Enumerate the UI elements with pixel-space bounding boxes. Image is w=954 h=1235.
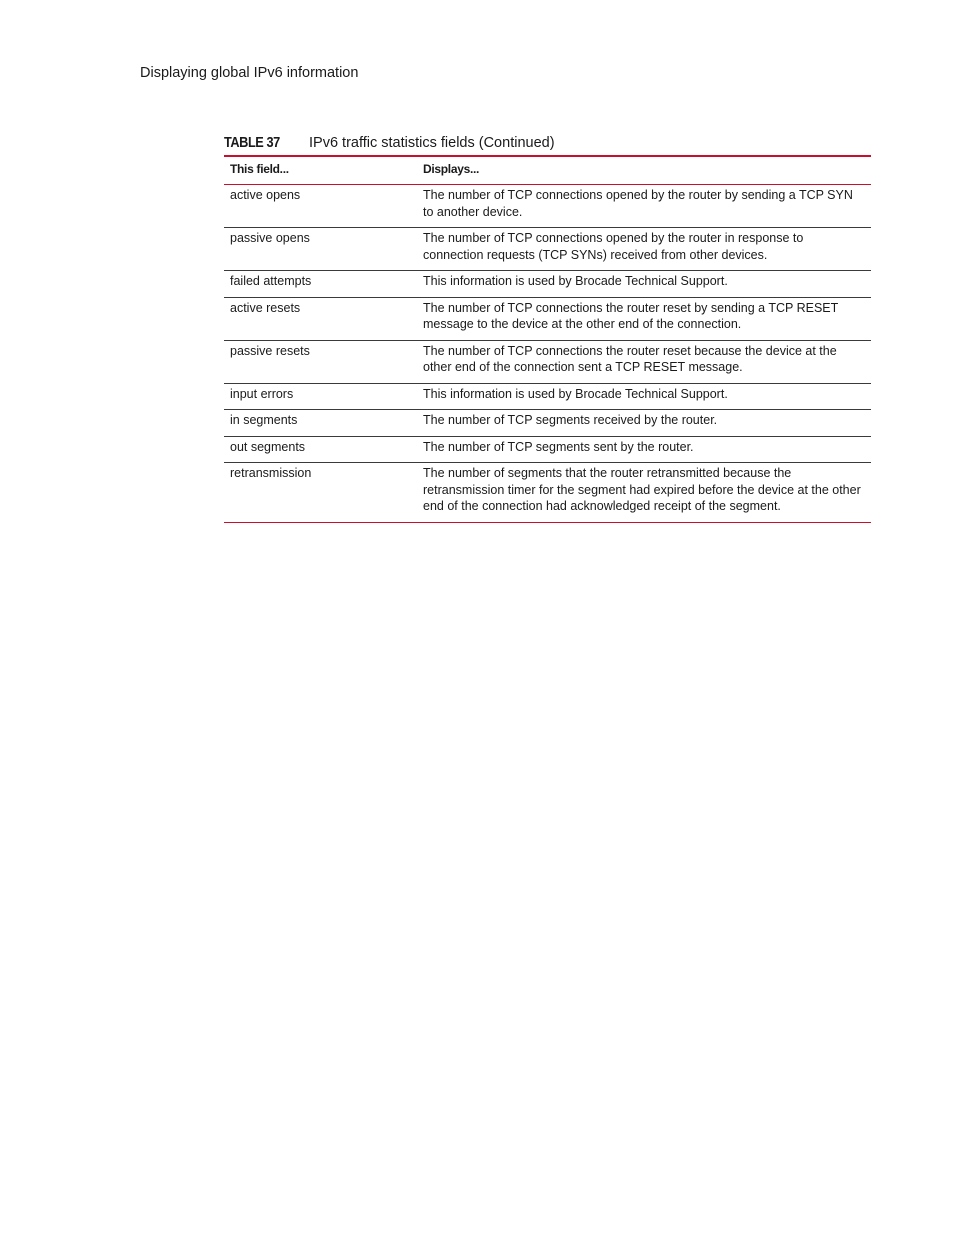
- running-header: Displaying global IPv6 information: [140, 65, 359, 81]
- table-row: [224, 297, 871, 340]
- displays-cell: The number of TCP connections opened by the router in response to connection requests (TCP SYNs) received from other devices.: [417, 228, 871, 271]
- statistics-table: [224, 155, 871, 523]
- displays-cell: The number of segments that the router retransmitted because the retransmission timer for the segment had expired before the device at the other end of the connection had acknowledged receipt of the segment.: [423, 466, 861, 513]
- field-cell: in segments: [224, 410, 417, 437]
- table-row: [224, 228, 871, 271]
- table-row: [224, 340, 871, 383]
- table-block: [224, 135, 871, 523]
- table-row: [224, 410, 871, 437]
- displays-cell: The number of TCP connections the router reset because the device at the other end of the connection sent a TCP RESET message.: [417, 340, 871, 383]
- table-row: [224, 463, 871, 523]
- column-header-displays: Displays...: [417, 156, 871, 185]
- table-header-row: [224, 156, 871, 185]
- field-cell: failed attempts: [224, 271, 417, 298]
- field-cell: retransmission: [230, 466, 312, 480]
- field-cell: passive resets: [224, 340, 417, 383]
- table-title: IPv6 traffic statistics fields (Continued): [309, 135, 555, 151]
- displays-cell: This information is used by Brocade Technical Support.: [417, 271, 871, 298]
- displays-cell: The number of TCP segments received by the router.: [417, 410, 871, 437]
- field-cell: out segments: [224, 436, 417, 463]
- field-cell: active resets: [224, 297, 417, 340]
- displays-cell: The number of TCP connections opened by the router by sending a TCP SYN to another device.: [417, 185, 871, 228]
- table-row: [224, 185, 871, 228]
- table-row: [224, 436, 871, 463]
- field-cell: passive opens: [224, 228, 417, 271]
- table-row: [224, 383, 871, 410]
- table-caption: [224, 135, 871, 155]
- displays-cell: The number of TCP segments sent by the router.: [417, 436, 871, 463]
- displays-cell: The number of TCP connections the router reset by sending a TCP RESET message to the device at the other end of the connection.: [417, 297, 871, 340]
- field-cell: active opens: [224, 185, 417, 228]
- displays-cell: This information is used by Brocade Technical Support.: [417, 383, 871, 410]
- table-row: [224, 271, 871, 298]
- column-header-field: This field...: [224, 156, 417, 185]
- field-cell: input errors: [224, 383, 417, 410]
- table-number: TABLE 37: [224, 135, 280, 151]
